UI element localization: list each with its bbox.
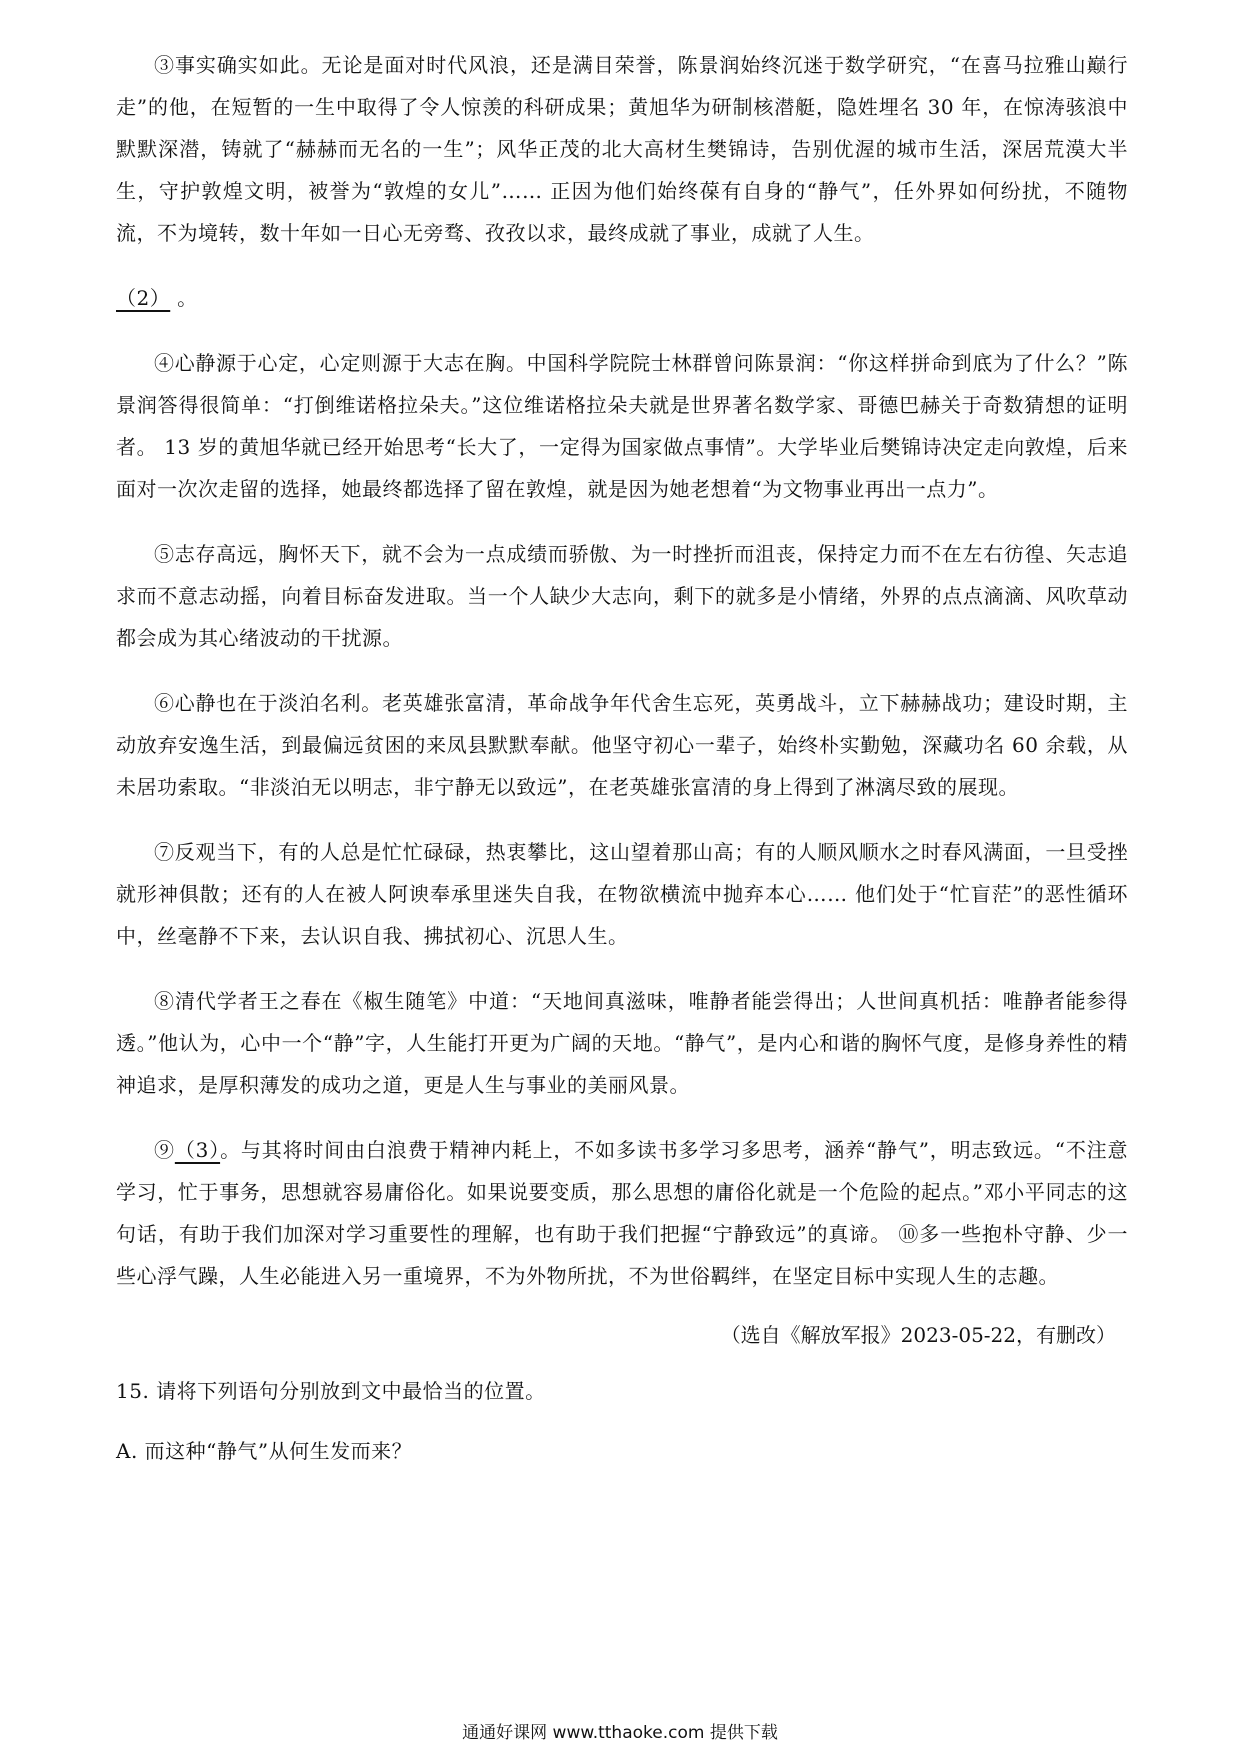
paragraph-8 bbox=[116, 980, 1128, 1106]
paragraph-4-text: ④心静源于心定，心定则源于大志在胸。中国科学院院士林群曾问陈景润：“你这样拼命到底为了什么？”陈景润答得很简单：“打倒维诺格拉朵夫。”这位维诺格拉朵夫就是世界著名数学家、哥德巴赫关于奇数猜想的证明者。 13 岁的黄旭华就已经开始思考“长大了，一定得为国家做点事情”。大学毕业后樊锦诗决定走向敦煌，后来面对一次次走留的选择，她最终都选择了留在敦煌，就是因为她老想着“为文物事业再出一点力”。 bbox=[116, 351, 1128, 501]
paragraph-8-text: ⑧清代学者王之春在《椒生随笔》中道：“天地间真滋味，唯静者能尝得出；人世间真机括：唯静者能参得透。”他认为，心中一个“静”字，人生能打开更为广阔的天地。“静气”，是内心和谐的胸怀气度，是修身养性的精神追求，是厚积薄发的成功之道，更是人生与事业的美丽风景。 bbox=[116, 989, 1128, 1097]
question-15: 15. 请将下列语句分别放到文中最恰当的位置。 bbox=[116, 1379, 546, 1403]
article-body bbox=[116, 44, 1128, 1490]
blank-line-2 bbox=[116, 277, 1128, 319]
answer-blank-3: （3） bbox=[174, 1138, 221, 1162]
paragraph-6-text: ⑥心静也在于淡泊名利。老英雄张富清，革命战争年代舍生忘死，英勇战斗，立下赫赫战功；建设时期，主动放弃安逸生活，到最偏远贫困的来凤县默默奉献。他坚守初心一辈子，始终朴实勤勉，深藏功名 60 余载，从未居功索取。“非淡泊无以明志，非宁静无以致远”，在老英雄张富清的身上得到了淋漓尽致的展现。 bbox=[116, 691, 1128, 799]
option-a: A. 而这种“静气”从何生发而来？ bbox=[116, 1439, 413, 1463]
answer-blank-2: （2） bbox=[116, 286, 171, 310]
paragraph-4 bbox=[116, 342, 1128, 510]
paragraph-6 bbox=[116, 682, 1128, 808]
paragraph-7-text: ⑦反观当下，有的人总是忙忙碌碌，热衷攀比，这山望着那山高；有的人顺风顺水之时春风满面，一旦受挫就形神俱散；还有的人在被人阿谀奉承里迷失自我，在物欲横流中抛弃本心…… 他们处于“忙盲茫”的恶性循环中，丝毫静不下来，去认识自我、拂拭初心、沉思人生。 bbox=[116, 840, 1128, 948]
paragraph-3 bbox=[116, 44, 1128, 254]
paragraph-9-text: 。与其将时间由白浪费于精神内耗上，不如多读书多学习多思考，涵养“静气”，明志致远。“不注意学习，忙于事务，思想就容易庸俗化。如果说要变质，那么思想的庸俗化就是一个危险的起点。”邓小平同志的这句话，有助于我们加深对学习重要性的理解，也有助于我们把握“宁静致远”的真谛。 ⑩多一些抱朴守静、少一些心浮气躁，人生必能进入另一重境界，不为外物所扰，不为世俗羁绊，在坚定目标中实现人生的志趣。 bbox=[116, 1138, 1128, 1288]
paragraph-9 bbox=[116, 1129, 1128, 1297]
blank-line-2-tail: 。 bbox=[170, 286, 198, 310]
page-footer: 通通好课网 www.tthaoke.com 提供下载 bbox=[462, 1723, 778, 1743]
paragraph-7 bbox=[116, 831, 1128, 957]
article-source: （选自《解放军报》2023-05-22，有删改） bbox=[720, 1323, 1116, 1347]
paragraph-3-text: ③事实确实如此。无论是面对时代风浪，还是满目荣誉，陈景润始终沉迷于数学研究，“在喜马拉雅山巅行走”的他，在短暂的一生中取得了令人惊羡的科研成果；黄旭华为研制核潜艇，隐姓埋名 30 年，在惊涛骇浪中默默深潜，铸就了“赫赫而无名的一生”；风华正茂的北大高材生樊锦诗，告别优渥的城市生活，深居荒漠大半生，守护敦煌文明，被誉为“敦煌的女儿”…… 正因为他们始终葆有自身的“静气”，任外界如何纷扰，不随物流，不为境转，数十年如一日心无旁骛、孜孜以求，最终成就了事业，成就了人生。 bbox=[116, 53, 1128, 245]
paragraph-5-text: ⑤志存高远，胸怀天下，就不会为一点成绩而骄傲、为一时挫折而沮丧，保持定力而不在左右彷徨、矢志追求而不意志动摇，向着目标奋发进取。当一个人缺少大志向，剩下的就多是小情绪，外界的点点滴滴、风吹草动都会成为其心绪波动的干扰源。 bbox=[116, 542, 1128, 650]
paragraph-9-number: ⑨ bbox=[154, 1138, 175, 1162]
paragraph-5 bbox=[116, 533, 1128, 659]
